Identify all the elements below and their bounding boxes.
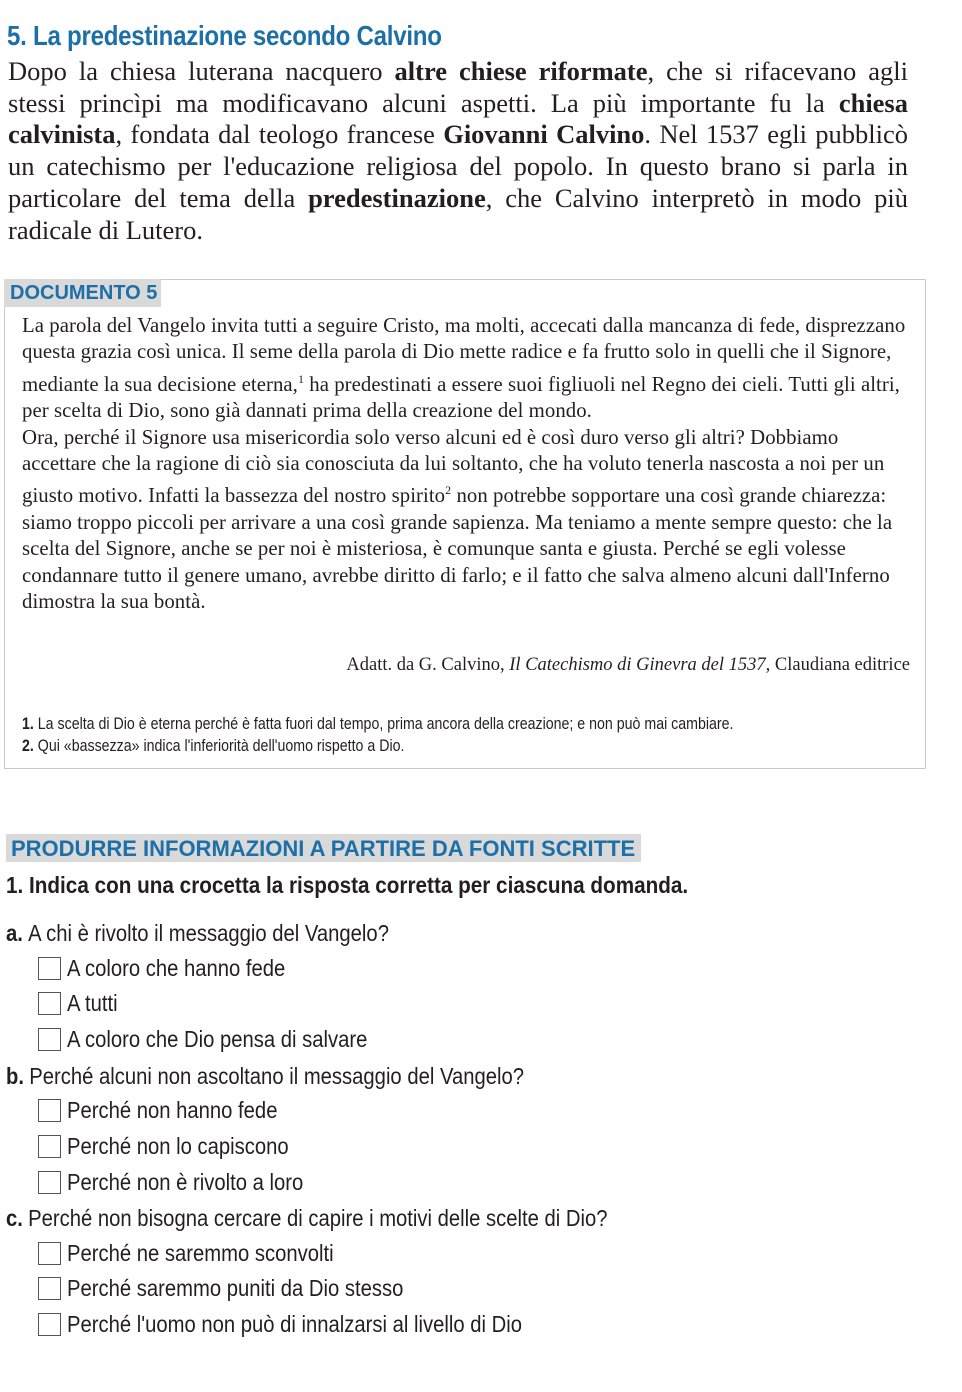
option-a-1[interactable]: [38, 955, 315, 982]
intro-keyword: predestinazione: [308, 182, 486, 213]
option-b-3[interactable]: [38, 1169, 336, 1196]
document-text-part: ha predestinati a essere suoi figliuoli nel Regno dei cieli. Tutti gli altri, per scelta di Dio, sono già dannati prima della creazione del mondo.: [22, 372, 900, 423]
option-c-3[interactable]: [38, 1311, 584, 1338]
intro-keyword: chiesa calvinista: [8, 87, 908, 150]
document-label: DOCUMENTO 5: [4, 279, 161, 307]
checkbox[interactable]: [38, 957, 61, 980]
question-b: [6, 1063, 524, 1090]
question-text: Perché non bisogna cercare di capire i motivi delle scelte di Dio?: [28, 1205, 608, 1231]
intro-text: Dopo la chiesa luterana nacquero: [8, 56, 395, 86]
checkbox[interactable]: [38, 992, 61, 1015]
checkbox[interactable]: [38, 1242, 61, 1265]
page-title: 5. La predestinazione secondo Calvino: [7, 20, 442, 51]
footnote-ref: 1: [297, 371, 304, 386]
document-source: [346, 655, 910, 676]
question-letter: a.: [6, 920, 23, 946]
option-label: A coloro che Dio pensa di salvare: [67, 1026, 368, 1052]
intro-text: , che Calvino interpretò in modo più radicale di Lutero.: [8, 182, 908, 245]
option-a-2[interactable]: [38, 990, 125, 1017]
option-a-3[interactable]: [38, 1026, 408, 1053]
document-text-part: La parola del Vangelo invita tutti a seguire Cristo, ma molti, accecati dalla mancanza di fede, disprezzano questa grazia così unica. Il seme della parola di Dio mette radice e fa frutto solo in quelli che il Signore, mediante la sua decisione eterna,: [22, 314, 906, 396]
exercise-section-label: PRODURRE INFORMAZIONI A PARTIRE DA FONTI SCRITTE: [6, 834, 641, 862]
document-paragraph-2: [22, 425, 908, 616]
question-letter: b.: [6, 1063, 24, 1089]
footnote-1: [22, 715, 733, 734]
option-label: A tutti: [67, 990, 118, 1016]
intro-text: , fondata dal teologo francese: [115, 119, 444, 150]
footnote-ref: 2: [445, 483, 452, 498]
source-suffix: , Claudiana editrice: [765, 655, 910, 675]
question-a: [6, 920, 389, 947]
intro-keyword: altre chiese riformate: [394, 56, 648, 86]
source-title: Il Catechismo di Ginevra del 1537: [509, 655, 766, 675]
document-text-part: non potrebbe sopportare una così grande chiarezza: siamo troppo piccoli per arrivare a una così grande sapienza. Ma teniamo a mente sempre questo: che la scelta del Signore, anche se per noi è misteriosa, è comunque santa e giusta. Perché se egli volesse condannare tutto il genere umano, avrebbe diritto di farlo; e il fatto che salva almeno alcuni dall'Inferno dimostra la sua bontà.: [22, 484, 893, 613]
option-c-1[interactable]: [38, 1240, 370, 1267]
footnote-number: 1.: [22, 715, 34, 733]
exercise-instruction: 1. Indica con una crocetta la risposta corretta per ciascuna domanda.: [6, 872, 689, 898]
intro-text: . Nel 1537 egli pubblicò un catechismo per l'educazione religiosa del popolo. In questo brano si parla in particolare del tema della: [8, 119, 908, 213]
option-label: Perché non hanno fede: [67, 1097, 278, 1123]
option-label: Perché l'uomo non può di innalzarsi al livello di Dio: [67, 1311, 523, 1337]
option-label: Perché non lo capiscono: [67, 1133, 289, 1159]
question-c: [6, 1205, 608, 1232]
question-text: Perché alcuni non ascoltano il messaggio del Vangelo?: [29, 1063, 524, 1089]
intro-text: , che si rifacevano agli stessi princìpi ma modificavano alcuni aspetti. La più importante fu la: [8, 56, 909, 118]
footnote-2: [22, 737, 404, 756]
checkbox[interactable]: [38, 1313, 61, 1336]
option-label: A coloro che hanno fede: [67, 955, 286, 981]
option-label: Perché saremmo puniti da Dio stesso: [67, 1275, 404, 1301]
option-label: Perché ne saremmo sconvolti: [67, 1240, 334, 1266]
footnote-text: La scelta di Dio è eterna perché è fatta fuori dal tempo, prima ancora della creazione; e non può mai cambiare.: [33, 715, 734, 733]
intro-keyword: Giovanni Calvino: [443, 119, 645, 150]
option-b-1[interactable]: [38, 1097, 306, 1124]
document-paragraph-1: [22, 313, 908, 425]
checkbox[interactable]: [38, 1028, 61, 1051]
footnote-text: Qui «bassezza» indica l'inferiorità dell'uomo rispetto a Dio.: [33, 737, 405, 755]
question-letter: c.: [6, 1205, 23, 1231]
option-label: Perché non è rivolto a loro: [67, 1169, 304, 1195]
checkbox[interactable]: [38, 1171, 61, 1194]
document-text-part: Ora, perché il Signore usa misericordia solo verso alcuni ed è così duro verso gli altri? Dobbiamo accettare che la ragione di ciò sia conosciuta da lui soltanto, che ha voluto tenerla nascosta a noi per un giusto motivo. Infatti la bassezza del nostro spirito: [22, 425, 885, 508]
checkbox[interactable]: [38, 1277, 61, 1300]
question-text: A chi è rivolto il messaggio del Vangelo?: [28, 920, 389, 946]
document-text: [22, 313, 908, 615]
option-b-2[interactable]: [38, 1133, 319, 1160]
checkbox[interactable]: [38, 1099, 61, 1122]
intro-paragraph: [8, 56, 908, 246]
source-prefix: Adatt. da G. Calvino,: [346, 655, 510, 675]
option-c-2[interactable]: [38, 1275, 449, 1302]
footnote-number: 2.: [22, 737, 34, 755]
checkbox[interactable]: [38, 1135, 61, 1158]
